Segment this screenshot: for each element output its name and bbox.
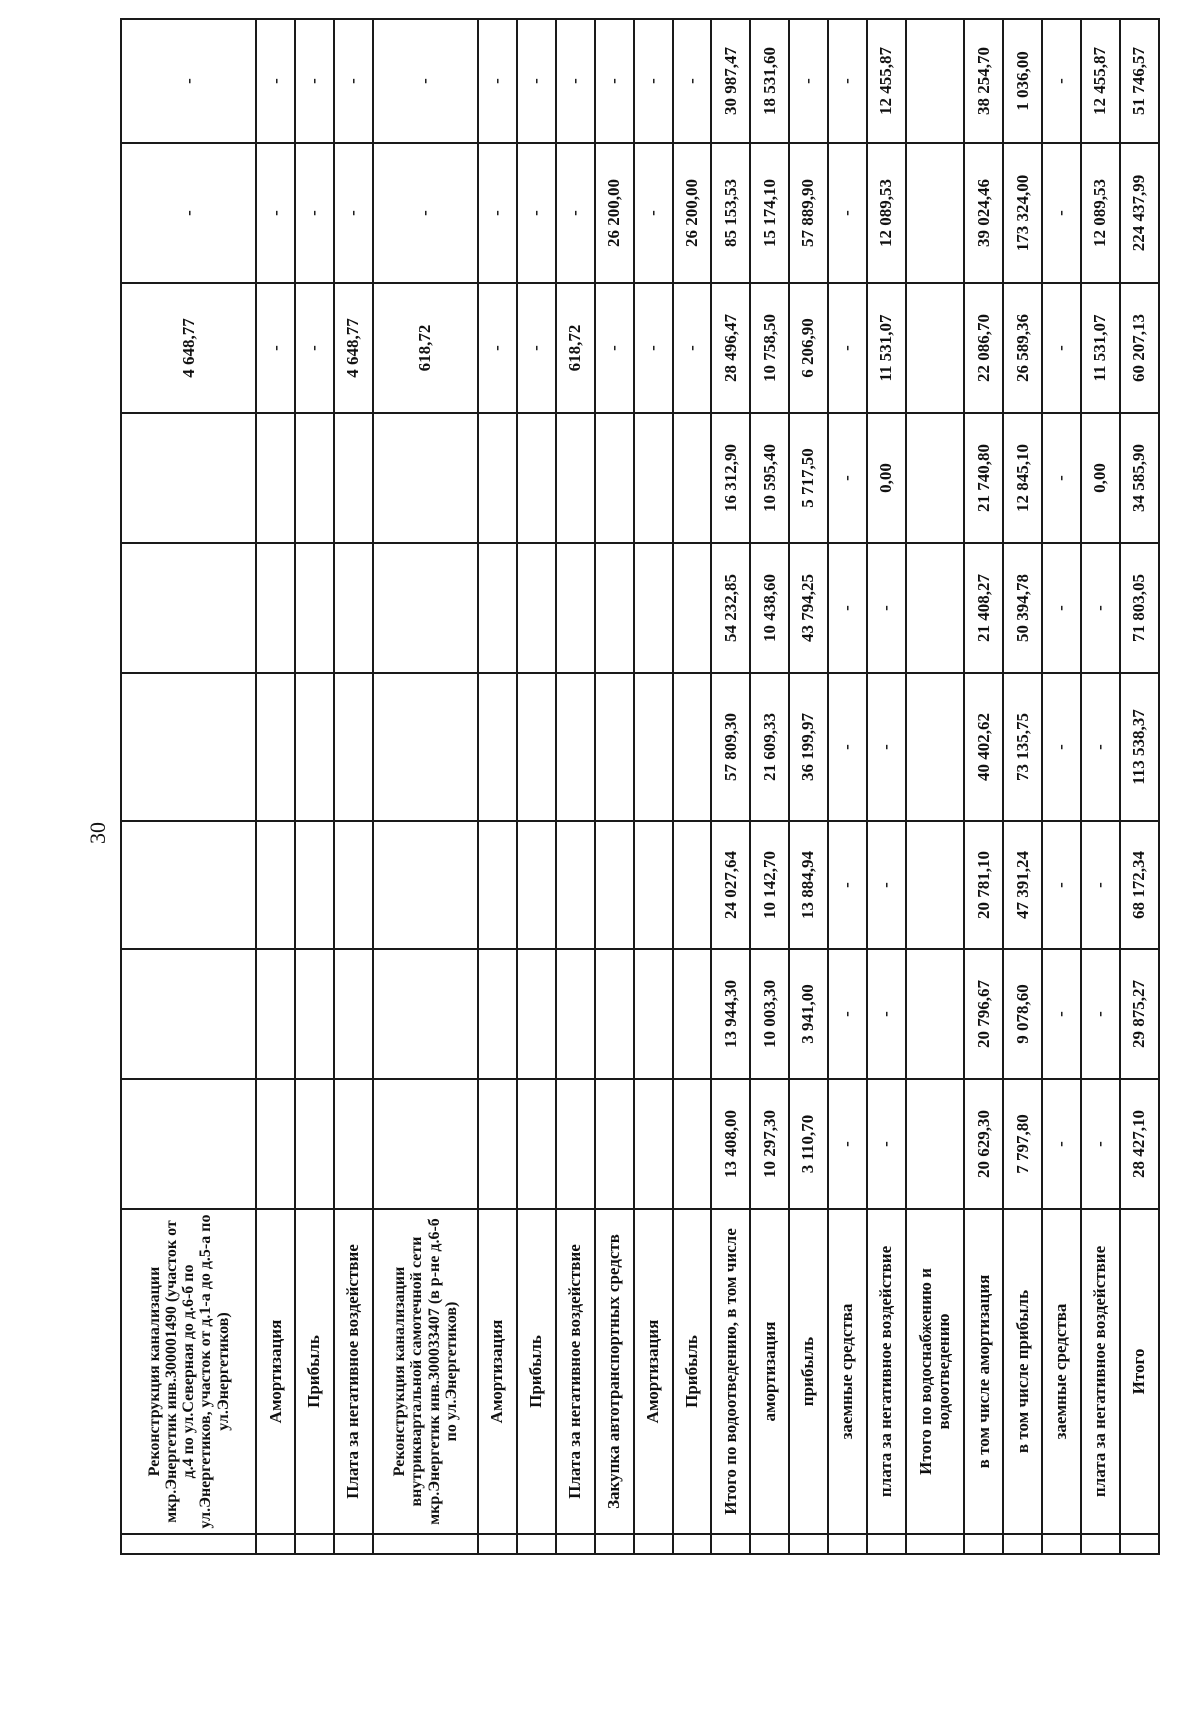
value-cell: 26 589,36 [1003,283,1042,413]
row-label: заемные средства [828,1209,867,1534]
value-cell: 224 437,99 [1120,143,1159,283]
value-cell [256,413,295,543]
value-cell: 13 884,94 [789,821,828,949]
value-cell [517,673,556,821]
value-cell: 26 200,00 [673,143,712,283]
table-row [1003,19,1042,1554]
value-cell [295,1079,334,1209]
row-label: прибыль [789,1209,828,1534]
row-number-cell [1120,1534,1159,1554]
value-cell [906,19,965,143]
value-cell [906,673,965,821]
table-row [1042,19,1081,1554]
value-cell: - [1042,949,1081,1079]
value-cell: 10 758,50 [750,283,789,413]
value-cell: 11 531,07 [1081,283,1120,413]
value-cell [334,821,373,949]
value-cell: - [121,19,256,143]
value-cell: - [828,949,867,1079]
row-label: Плата за негативное воздействие [334,1209,373,1534]
rotated-table-sheet [120,20,1160,1555]
table-row [964,19,1003,1554]
value-cell: 3 110,70 [789,1079,828,1209]
value-cell [673,673,712,821]
table-row [634,19,673,1554]
value-cell [517,821,556,949]
value-cell [373,413,478,543]
row-label: в том числе амортизация [964,1209,1003,1534]
value-cell [634,949,673,1079]
value-cell: 54 232,85 [711,543,750,673]
row-number-cell [750,1534,789,1554]
value-cell: 12 455,87 [867,19,906,143]
table-row [673,19,712,1554]
value-cell: 15 174,10 [750,143,789,283]
value-cell: - [828,673,867,821]
value-cell [121,949,256,1079]
value-cell: - [1081,949,1120,1079]
value-cell: 22 086,70 [964,283,1003,413]
row-number-cell [1003,1534,1042,1554]
value-cell: - [828,543,867,673]
value-cell: - [1042,283,1081,413]
value-cell: 29 875,27 [1120,949,1159,1079]
value-cell [295,673,334,821]
value-cell: - [295,19,334,143]
value-cell: - [295,283,334,413]
value-cell [673,543,712,673]
value-cell [906,949,965,1079]
value-cell: 7 797,80 [1003,1079,1042,1209]
row-label: Амортизация [256,1209,295,1534]
value-cell: 24 027,64 [711,821,750,949]
value-cell: - [295,143,334,283]
value-cell [256,1079,295,1209]
table-row [750,19,789,1554]
value-cell: 71 803,05 [1120,543,1159,673]
value-cell [334,1079,373,1209]
value-cell: - [121,143,256,283]
value-cell [478,673,517,821]
value-cell [556,543,595,673]
value-cell: 18 531,60 [750,19,789,143]
value-cell: 4 648,77 [121,283,256,413]
value-cell [373,949,478,1079]
page-number: 30 [85,822,110,844]
value-cell: - [517,283,556,413]
value-cell [121,821,256,949]
value-cell: - [867,543,906,673]
value-cell: 38 254,70 [964,19,1003,143]
value-cell: 0,00 [867,413,906,543]
row-label: Итого [1120,1209,1159,1534]
row-number-cell [373,1534,478,1554]
value-cell [121,543,256,673]
value-cell [556,413,595,543]
row-number-cell [478,1534,517,1554]
value-cell: 51 746,57 [1120,19,1159,143]
value-cell: - [1042,821,1081,949]
value-cell [295,413,334,543]
value-cell: - [673,283,712,413]
value-cell: 12 845,10 [1003,413,1042,543]
value-cell: - [373,19,478,143]
table-row [121,19,256,1554]
value-cell: - [517,143,556,283]
value-cell: - [595,19,634,143]
value-cell: 36 199,97 [789,673,828,821]
value-cell: - [256,19,295,143]
value-cell [556,673,595,821]
row-number-cell [828,1534,867,1554]
value-cell [556,1079,595,1209]
table-row [1120,19,1159,1554]
value-cell: 57 889,90 [789,143,828,283]
value-cell [373,543,478,673]
row-number-cell [906,1534,965,1554]
row-label: заемные средства [1042,1209,1081,1534]
value-cell: 34 585,90 [1120,413,1159,543]
value-cell: - [867,821,906,949]
value-cell: 68 172,34 [1120,821,1159,949]
value-cell [595,949,634,1079]
value-cell [556,821,595,949]
row-label: Амортизация [478,1209,517,1534]
value-cell: 11 531,07 [867,283,906,413]
value-cell [673,413,712,543]
value-cell: 12 455,87 [1081,19,1120,143]
value-cell [595,543,634,673]
table-row [711,19,750,1554]
row-label: Прибыль [673,1209,712,1534]
value-cell [517,413,556,543]
value-cell [373,1079,478,1209]
value-cell: 30 987,47 [711,19,750,143]
value-cell: 4 648,77 [334,283,373,413]
table-row [517,19,556,1554]
value-cell [256,821,295,949]
value-cell [906,1079,965,1209]
row-label: Плата за негативное воздействие [556,1209,595,1534]
row-label: в том числе прибыль [1003,1209,1042,1534]
value-cell: - [1081,1079,1120,1209]
value-cell: 1 036,00 [1003,19,1042,143]
value-cell: - [828,19,867,143]
value-cell: 47 391,24 [1003,821,1042,949]
value-cell: - [673,19,712,143]
value-cell [334,673,373,821]
value-cell: - [1042,19,1081,143]
value-cell: 173 324,00 [1003,143,1042,283]
investment-table [120,18,1160,1555]
value-cell [334,949,373,1079]
value-cell: - [1081,543,1120,673]
value-cell: 21 408,27 [964,543,1003,673]
value-cell: 12 089,53 [1081,143,1120,283]
value-cell [373,821,478,949]
row-number-cell [964,1534,1003,1554]
value-cell: - [373,143,478,283]
row-number-cell [517,1534,556,1554]
value-cell: 28 496,47 [711,283,750,413]
table-row [867,19,906,1554]
value-cell [478,1079,517,1209]
value-cell: - [867,1079,906,1209]
value-cell [517,1079,556,1209]
value-cell [634,543,673,673]
row-label: Амортизация [634,1209,673,1534]
value-cell: 21 609,33 [750,673,789,821]
row-number-cell [634,1534,673,1554]
table-row [334,19,373,1554]
value-cell: - [1081,821,1120,949]
value-cell [256,543,295,673]
value-cell: 10 595,40 [750,413,789,543]
value-cell [906,283,965,413]
value-cell: - [556,19,595,143]
value-cell: 10 003,30 [750,949,789,1079]
value-cell: 16 312,90 [711,413,750,543]
value-cell: 6 206,90 [789,283,828,413]
value-cell: - [478,143,517,283]
value-cell [634,673,673,821]
value-cell [906,143,965,283]
row-label: Реконструкция канализации мкр.Энергетик инв.300001490 (участок от д.4 по ул.Северная до д.6-б по ул.Энергетиков, участок от д.1-а до д.5-а по ул.Энергетиков) [121,1209,256,1534]
value-cell [256,673,295,821]
value-cell: - [634,143,673,283]
value-cell: - [1042,673,1081,821]
table-body [121,19,1159,1554]
value-cell: - [256,283,295,413]
row-label: Прибыль [517,1209,556,1534]
value-cell [906,543,965,673]
value-cell: - [1081,673,1120,821]
value-cell: 57 809,30 [711,673,750,821]
value-cell: - [478,283,517,413]
row-number-cell [673,1534,712,1554]
value-cell [517,949,556,1079]
value-cell: 43 794,25 [789,543,828,673]
value-cell [673,821,712,949]
value-cell: 5 717,50 [789,413,828,543]
value-cell [673,1079,712,1209]
value-cell [595,413,634,543]
row-number-cell [295,1534,334,1554]
value-cell [478,821,517,949]
value-cell [295,821,334,949]
value-cell: 3 941,00 [789,949,828,1079]
value-cell: 40 402,62 [964,673,1003,821]
value-cell: 0,00 [1081,413,1120,543]
row-number-cell [334,1534,373,1554]
value-cell: 20 781,10 [964,821,1003,949]
value-cell [121,413,256,543]
value-cell: - [867,673,906,821]
row-number-cell [595,1534,634,1554]
value-cell: 13 944,30 [711,949,750,1079]
value-cell [634,413,673,543]
value-cell: - [634,283,673,413]
row-label: Итого по водоотведению, в том числе [711,1209,750,1534]
value-cell: 20 796,67 [964,949,1003,1079]
value-cell [634,1079,673,1209]
value-cell: 10 438,60 [750,543,789,673]
value-cell: - [867,949,906,1079]
table-row [1081,19,1120,1554]
value-cell: - [478,19,517,143]
row-label: плата за негативное воздействие [1081,1209,1120,1534]
row-number-cell [789,1534,828,1554]
table-row [256,19,295,1554]
value-cell [556,949,595,1079]
row-label: амортизация [750,1209,789,1534]
value-cell [478,413,517,543]
value-cell [595,821,634,949]
table-row [295,19,334,1554]
row-label: плата за негативное воздействие [867,1209,906,1534]
value-cell: - [595,283,634,413]
value-cell: 85 153,53 [711,143,750,283]
value-cell [595,1079,634,1209]
value-cell: - [828,283,867,413]
value-cell: 26 200,00 [595,143,634,283]
row-number-cell [867,1534,906,1554]
table-row [556,19,595,1554]
row-number-cell [256,1534,295,1554]
table-row [478,19,517,1554]
value-cell [906,413,965,543]
value-cell: 618,72 [556,283,595,413]
row-label: Прибыль [295,1209,334,1534]
value-cell: - [517,19,556,143]
value-cell: - [1042,543,1081,673]
value-cell: 13 408,00 [711,1079,750,1209]
value-cell [295,949,334,1079]
table-row [789,19,828,1554]
value-cell: - [1042,1079,1081,1209]
value-cell: 50 394,78 [1003,543,1042,673]
value-cell: - [1042,413,1081,543]
value-cell: 21 740,80 [964,413,1003,543]
value-cell: - [828,143,867,283]
value-cell [121,673,256,821]
value-cell [334,413,373,543]
value-cell: - [789,19,828,143]
value-cell: - [828,413,867,543]
value-cell: 9 078,60 [1003,949,1042,1079]
value-cell: - [1042,143,1081,283]
table-row [828,19,867,1554]
value-cell: 20 629,30 [964,1079,1003,1209]
row-label: Реконструкция канализации внутриквартальной самотечной сети мкр.Энергетик инв.300033407 (в р-не д.6-б по ул.Энергетиков) [373,1209,478,1534]
value-cell: 73 135,75 [1003,673,1042,821]
value-cell [295,543,334,673]
value-cell [673,949,712,1079]
value-cell [334,543,373,673]
value-cell: - [334,143,373,283]
value-cell: 60 207,13 [1120,283,1159,413]
value-cell [373,673,478,821]
value-cell [517,543,556,673]
row-number-cell [711,1534,750,1554]
value-cell: - [256,143,295,283]
value-cell [256,949,295,1079]
value-cell: 39 024,46 [964,143,1003,283]
row-number-cell [121,1534,256,1554]
table-row [906,19,965,1554]
value-cell [121,1079,256,1209]
value-cell: 618,72 [373,283,478,413]
value-cell: 10 142,70 [750,821,789,949]
value-cell [595,673,634,821]
table-row [595,19,634,1554]
row-label: Закупка автотранспортных средств [595,1209,634,1534]
value-cell: - [556,143,595,283]
value-cell: - [334,19,373,143]
table-row [373,19,478,1554]
row-label: Итого по водоснабжению и водоотведению [906,1209,965,1534]
value-cell: - [828,1079,867,1209]
value-cell: 28 427,10 [1120,1079,1159,1209]
value-cell [634,821,673,949]
value-cell: 113 538,37 [1120,673,1159,821]
value-cell [478,543,517,673]
row-number-cell [556,1534,595,1554]
value-cell: - [828,821,867,949]
value-cell: 12 089,53 [867,143,906,283]
value-cell [906,821,965,949]
row-number-cell [1081,1534,1120,1554]
value-cell: 10 297,30 [750,1079,789,1209]
value-cell [478,949,517,1079]
row-number-cell [1042,1534,1081,1554]
value-cell: - [634,19,673,143]
